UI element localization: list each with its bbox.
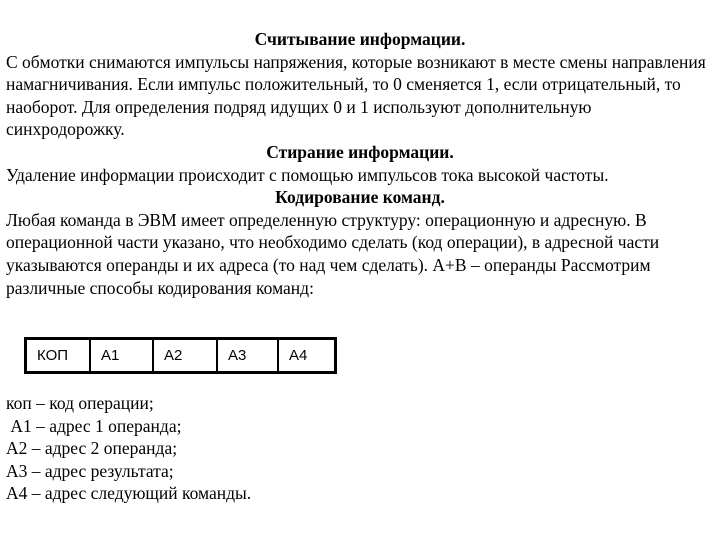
paragraph-encoding: Любая команда в ЭВМ имеет определенную структуру: операционную и адресную. В операционной части указано, что необходимо сделать (код операции), в адресной части указываются операнды и их адреса (то над чем сделать). A+B – операнды Рассмотрим различные способы кодирования команд: (6, 209, 660, 298)
heading-reading: Считывание информации. (254, 29, 466, 49)
cell-address-2: A2 (153, 339, 217, 373)
heading-erasing: Стирание информации. (266, 141, 454, 162)
paragraph-reading: С обмотки снимаются импульсы напряжения, которые возникают в месте смены направления намагничивания. Если импульс положительный, то 0 сменяется 1, если отрицательный, то наоборот. Для определения подряд идущих 0 и 1 используют дополнительную синхродорожку. (6, 51, 706, 140)
cell-address-1: A1 (90, 339, 153, 373)
legend-item-a2: А2 – адрес 2 операнда; (6, 438, 178, 459)
legend-item-a3: А3 – адрес результата; (6, 460, 174, 481)
cell-address-3: A3 (217, 339, 278, 373)
cell-address-4: A4 (278, 339, 336, 373)
legend-item-a4: А4 – адрес следующий команды. (6, 483, 252, 504)
heading-encoding: Кодирование команд. (275, 187, 445, 208)
main-text (6, 28, 714, 299)
command-format-table (24, 337, 337, 374)
legend-item-a1: А1 – адрес 1 операнда; (6, 415, 182, 436)
legend-list (6, 392, 706, 505)
paragraph-erasing: Удаление информации происходит с помощью импульсов тока высокой частоты. (6, 164, 609, 185)
cell-opcode: КОП (26, 339, 91, 373)
legend-item-opcode: коп – код операции; (6, 393, 154, 413)
command-format-row (26, 339, 336, 373)
